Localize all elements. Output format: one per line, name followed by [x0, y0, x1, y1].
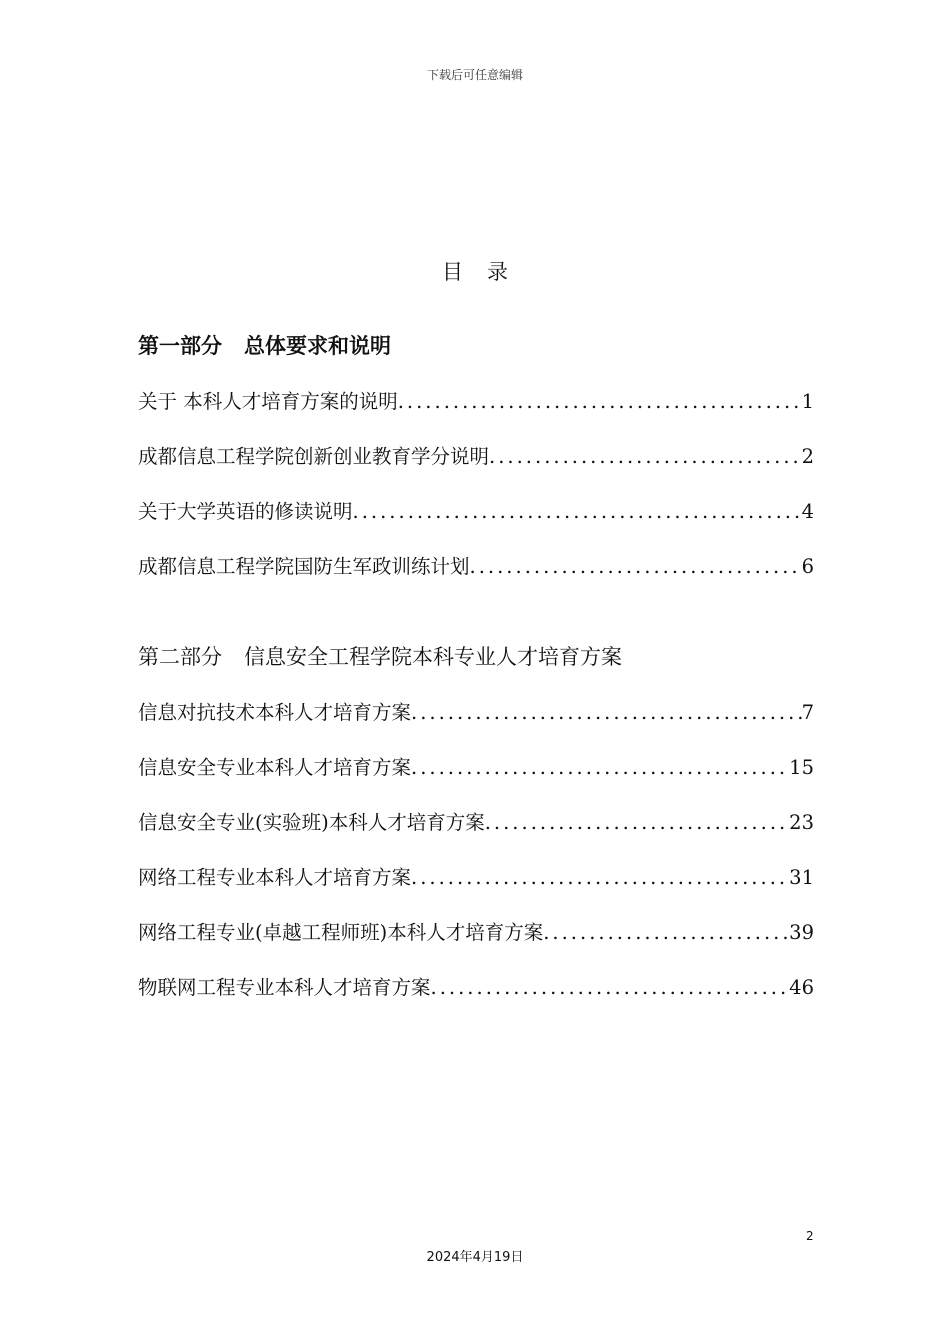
toc-leader	[489, 445, 802, 468]
toc-entry-page: 15	[789, 756, 814, 779]
toc-entry-page: 46	[789, 976, 814, 999]
toc-entry-text: 物联网工程专业本科人才培育方案	[138, 976, 431, 999]
toc-leader	[543, 921, 789, 944]
toc-entry-page: 2	[801, 445, 814, 468]
page-number: 2	[806, 1229, 814, 1243]
toc-entry-text: 网络工程专业(卓越工程师班)本科人才培育方案	[138, 921, 544, 944]
part1-heading	[138, 330, 391, 360]
toc-entry-text: 关于 本科人才培育方案的说明	[138, 390, 398, 413]
toc-entry[interactable]	[138, 752, 814, 780]
toc-entry[interactable]	[138, 807, 814, 835]
toc-entry-text: 成都信息工程学院国防生军政训练计划	[138, 555, 470, 578]
toc-entry-page: 6	[801, 555, 814, 578]
toc-leader	[485, 811, 789, 834]
toc-entry-text: 关于大学英语的修读说明	[138, 500, 353, 523]
page-header: 下载后可任意编辑	[426, 68, 523, 82]
footer-date: 2024年4月19日	[426, 1250, 524, 1265]
toc-leader	[411, 756, 789, 779]
toc-entry-text: 成都信息工程学院创新创业教育学分说明	[138, 445, 490, 468]
toc-entry-text: 信息安全专业(实验班)本科人才培育方案	[138, 811, 485, 834]
toc-entry-text: 网络工程专业本科人才培育方案	[138, 866, 412, 889]
toc-entry-text: 信息安全专业本科人才培育方案	[138, 756, 412, 779]
toc-entry[interactable]	[138, 551, 814, 579]
toc-entry[interactable]	[138, 441, 814, 469]
toc-leader	[470, 555, 802, 578]
toc-entry[interactable]	[138, 972, 814, 1000]
toc-entry[interactable]	[138, 862, 814, 890]
toc-entry[interactable]	[138, 386, 814, 414]
toc-entry[interactable]	[138, 496, 814, 524]
toc-entry[interactable]	[138, 697, 814, 725]
toc-entry-page: 1	[801, 390, 814, 413]
toc-entry-page: 23	[789, 811, 814, 834]
part2-label: 第二部分	[138, 645, 222, 669]
toc-title: 目录	[442, 260, 532, 284]
toc-leader	[353, 500, 802, 523]
toc-entry[interactable]	[138, 917, 814, 945]
toc-leader	[398, 390, 802, 413]
toc-entry-page: 39	[789, 921, 814, 944]
part2-heading	[138, 641, 622, 671]
toc-entry-page: 31	[789, 866, 814, 889]
toc-entry-page: 7	[801, 701, 814, 724]
toc-entry-page: 4	[801, 500, 814, 523]
toc-entry-text: 信息对抗技术本科人才培育方案	[138, 701, 412, 724]
toc-leader	[411, 701, 802, 724]
part1-title: 总体要求和说明	[244, 334, 391, 358]
part1-label: 第一部分	[138, 334, 222, 358]
toc-leader	[411, 866, 789, 889]
toc-leader	[431, 976, 790, 999]
part2-title: 信息安全工程学院本科专业人才培育方案	[244, 645, 622, 669]
